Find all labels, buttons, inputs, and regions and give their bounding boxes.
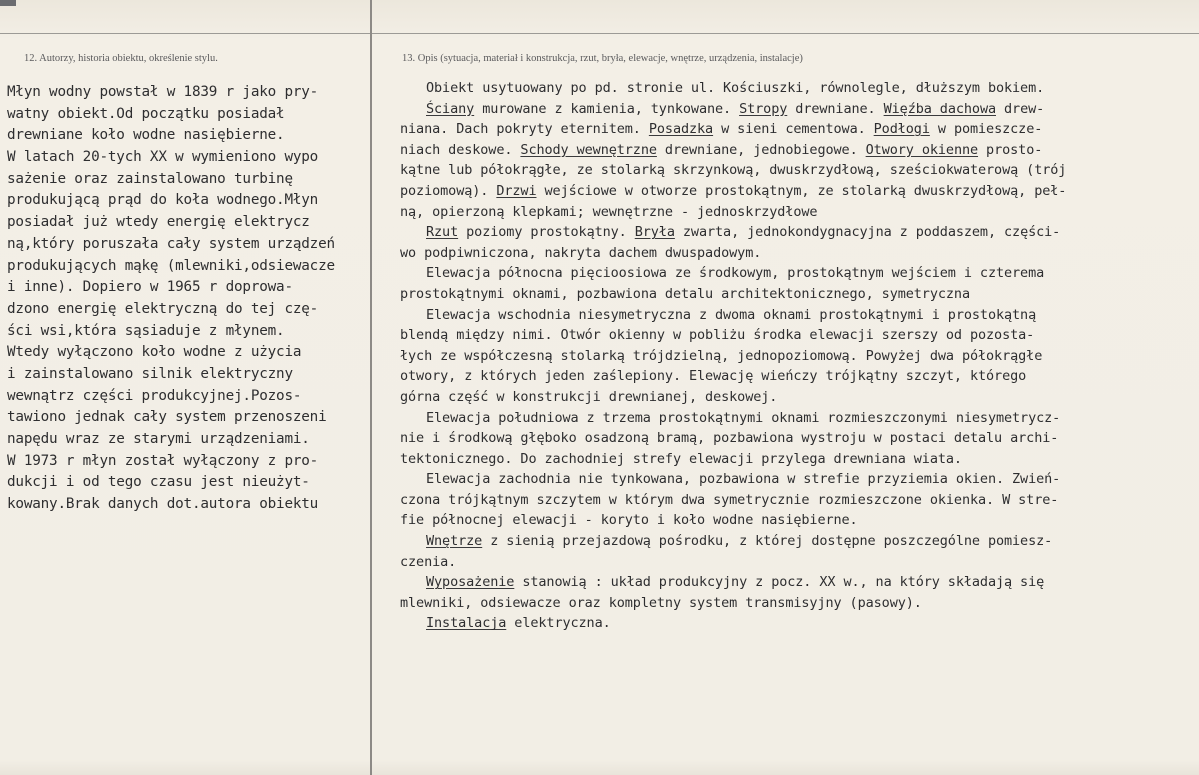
description-line: [400, 202, 1196, 223]
description-line: [400, 449, 1196, 470]
line-text: z sienią przejazdową pośrodku, z której dostępne poszczególne pomiesz-: [482, 533, 1053, 550]
line-text: w sieni cementowa.: [713, 121, 874, 138]
history-line: sażenie oraz zainstalowano turbinę: [7, 170, 293, 187]
underlined-term: Wnętrze: [426, 533, 483, 550]
underlined-term: Bryła: [634, 224, 675, 241]
description-line: [400, 531, 1196, 552]
history-line: kowany.Brak danych dot.autora obiektu: [7, 496, 319, 513]
description-line: [400, 408, 1196, 429]
underlined-term: Więźba dachowa: [883, 100, 996, 117]
description-line: [400, 552, 1196, 573]
line-text: zwarta, jednokondygnacyjna z poddaszem, części-: [674, 224, 1061, 241]
description-line: [400, 305, 1196, 326]
history-line: W 1973 r młyn został wyłączony z pro-: [7, 452, 319, 469]
history-line: produkujących mąkę (mlewniki,odsiewacze: [7, 257, 335, 274]
history-line: produkującą prąd do koła wodnego.Młyn: [7, 192, 319, 209]
history-line: wewnątrz części produkcyjnej.Pozos-: [7, 387, 302, 404]
history-line: drewniane koło wodne nasiębierne.: [7, 127, 285, 144]
description-line: [400, 284, 1196, 305]
description-line: [400, 160, 1196, 181]
line-text: fie północnej elewacji - koryto i koło wodne nasiębierne.: [400, 512, 858, 529]
line-text: blendą między nimi. Otwór okienny w pobliżu środka elewacji szerszy od pozosta-: [400, 327, 1035, 344]
line-text: poziomową).: [400, 182, 497, 199]
description-line: [400, 510, 1196, 531]
history-line: posiadał już wtedy energię elektrycz: [7, 214, 310, 231]
line-text: mlewniki, odsiewacze oraz kompletny system transmisyjny (pasowy).: [400, 594, 922, 611]
description-line: [400, 428, 1196, 449]
line-text: drewniane, jednobiegowe.: [656, 141, 866, 158]
underlined-term: Drzwi: [496, 182, 537, 199]
section-13-header: 13. Opis (sytuacja, materiał i konstrukcja, rzut, bryła, elewacje, wnętrze, urządzenia, instalacje): [402, 53, 803, 64]
history-line: watny obiekt.Od początku posiadał: [7, 105, 285, 122]
line-text: ną, opierzoną klepkami; wewnętrzne - jednoskrzydłowe: [400, 203, 818, 220]
description-line: [400, 366, 1196, 387]
line-text: Obiekt usytuowany po pd. stronie ul. Kościuszki, równolegle, dłuższym bokiem.: [426, 80, 1045, 96]
history-line: Wtedy wyłączono koło wodne z użycia: [7, 344, 302, 361]
line-text: prostokątnymi oknami, pozbawiona detalu architektonicznego, symetryczna: [400, 285, 970, 302]
line-text: prosto-: [978, 141, 1043, 158]
underlined-term: Otwory okienne: [865, 141, 979, 158]
underlined-term: Schody wewnętrzne: [520, 141, 657, 158]
underlined-term: Podłogi: [873, 121, 930, 138]
history-line: Młyn wodny powstał w 1839 r jako pry-: [7, 84, 319, 100]
line-text: Elewacja zachodnia nie tynkowana, pozbawiona w strefie przyziemia okien. Zwień-: [426, 471, 1061, 488]
description-line: [400, 346, 1196, 367]
underlined-term: Instalacja: [426, 615, 507, 632]
underlined-term: Ściany: [426, 100, 475, 117]
line-text: wo podpiwniczona, nakryta dachem dwuspadowym.: [400, 244, 762, 261]
history-line: ści wsi,która sąsiaduje z młynem.: [7, 322, 285, 339]
line-text: czona trójkątnym szczytem w którym dwa symetrycznie rozmieszczone okienka. W stre-: [400, 491, 1059, 508]
line-text: w pomieszcze-: [929, 121, 1043, 138]
description-line: [400, 140, 1196, 161]
history-line: napędu wraz ze starymi urządzeniami.: [7, 431, 310, 447]
underlined-term: Rzut: [426, 224, 459, 241]
line-text: tektonicznego. Do zachodniej strefy elewacji przylega drewniana wiata.: [400, 450, 962, 467]
line-text: czenia.: [400, 553, 457, 570]
description-line: [400, 593, 1196, 614]
description-line: [400, 490, 1196, 511]
description-line: [400, 222, 1196, 243]
line-text: niana. Dach pokryty eternitem.: [400, 121, 649, 138]
description-line: [400, 469, 1196, 490]
history-line: i inne). Dopiero w 1965 r doprowa-: [7, 279, 293, 296]
description-line: [400, 572, 1196, 593]
line-text: wejściowe w otworze prostokątnym, ze stolarką dwuskrzydłową, peł-: [536, 182, 1067, 199]
history-text: [7, 82, 370, 516]
description-line: [400, 181, 1196, 202]
description-text: [400, 78, 1196, 634]
history-line: i zainstalowano silnik elektryczny: [7, 365, 293, 382]
description-line: [400, 387, 1196, 408]
top-rule: [0, 33, 1199, 34]
line-text: górna część w konstrukcji drewnianej, deskowej.: [400, 388, 778, 405]
line-text: niach deskowe.: [400, 141, 521, 158]
line-text: drew-: [996, 100, 1045, 117]
line-text: murowane z kamienia, tynkowane.: [474, 100, 740, 117]
line-text: drewniane.: [787, 100, 884, 117]
underlined-term: Stropy: [739, 100, 788, 117]
line-text: łych ze współczesną stolarką trójdzielną, jednopoziomową. Powyżej dwa półokrągłe: [400, 347, 1043, 364]
underlined-term: Posadzka: [648, 121, 714, 138]
column-divider: [370, 0, 372, 775]
description-line: [400, 263, 1196, 284]
underlined-term: Wyposażenie: [426, 574, 515, 591]
history-line: ną,który poruszała cały system urządzeń: [7, 235, 335, 252]
description-line: [400, 325, 1196, 346]
section-12-header: 12. Autorzy, historia obiektu, określenie stylu.: [24, 53, 218, 64]
history-line: tawiono jednak cały system przenoszeni: [7, 409, 327, 426]
line-text: otwory, z których jeden zaślepiony. Elewację wieńczy trójkątny szczyt, którego: [400, 368, 1027, 385]
line-text: nie i środkową głęboko osadzoną bramą, pozbawiona wystroju w postaci detalu archi-: [400, 430, 1059, 447]
history-line: W latach 20-tych XX w wymieniono wypo: [7, 149, 319, 166]
line-text: kątne lub półokrągłe, ze stolarką skrzynkową, dwuskrzydłową, sześciokwaterową (trój: [400, 162, 1067, 179]
line-text: Elewacja południowa z trzema prostokątnymi oknami rozmieszczonymi niesymetrycz-: [426, 409, 1061, 426]
history-line: dukcji i od tego czasu jest nieużyt-: [7, 474, 310, 491]
line-text: Elewacja wschodnia niesymetryczna z dwoma oknami prostokątnymi i prostokątną: [426, 306, 1037, 323]
description-line: [400, 119, 1196, 140]
description-line: [400, 78, 1196, 99]
line-text: elektryczna.: [506, 615, 611, 632]
description-line: [400, 243, 1196, 264]
description-line: [400, 613, 1196, 634]
line-text: Elewacja północna pięcioosiowa ze środkowym, prostokątnym wejściem i czterema: [426, 265, 1045, 282]
line-text: stanowią : układ produkcyjny z pocz. XX w., na który składają się: [514, 574, 1045, 591]
history-line: dzono energię elektryczną do tej czę-: [7, 300, 319, 317]
description-line: [400, 99, 1196, 120]
corner-mark: [0, 0, 16, 6]
line-text: poziomy prostokątny.: [458, 224, 635, 241]
